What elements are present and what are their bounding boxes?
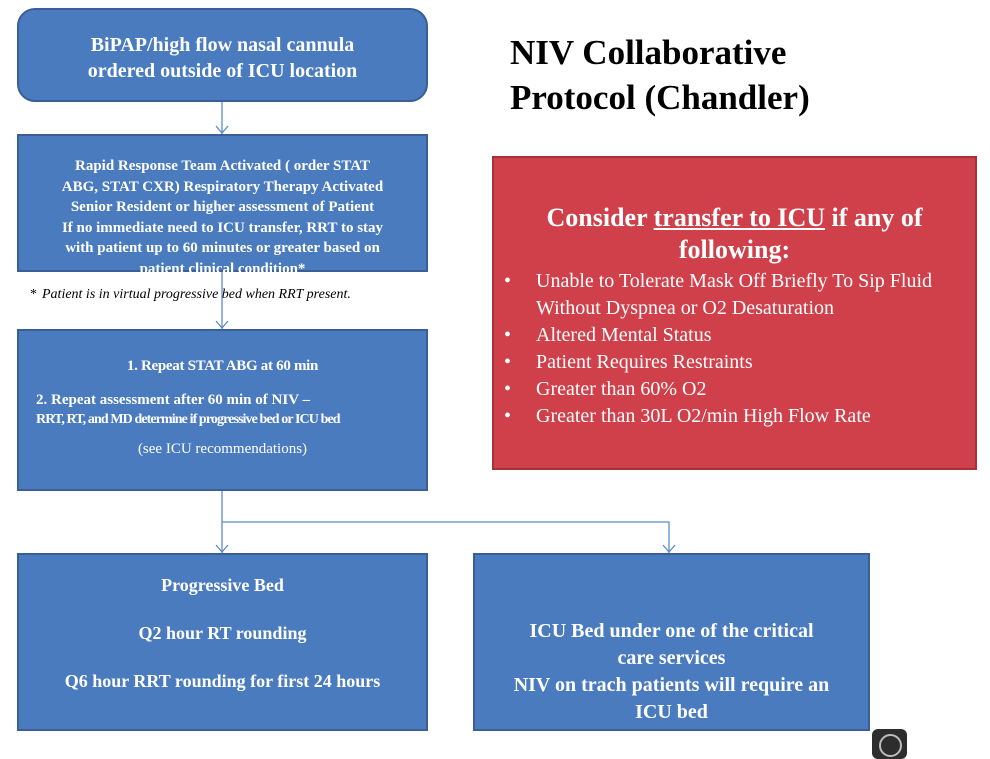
circle-icon [879, 734, 902, 757]
rrt-node [17, 134, 428, 277]
arrow-down-icon [663, 545, 675, 552]
reassess-step-2 [36, 391, 340, 429]
criteria-heading-post: if any of [825, 203, 923, 232]
reassess-step-1: 1. Repeat STAT ABG at 60 min [126, 358, 319, 374]
start-line-1: BiPAP/high flow nasal cannula [90, 34, 355, 56]
criteria-heading [494, 202, 975, 266]
progressive-line-1: Q2 hour RT rounding [138, 623, 307, 643]
connector-line [222, 522, 669, 553]
rrt-line: If no immediate need to ICU transfer, RRT to stay [61, 219, 384, 236]
progressive-line-2: Q6 hour RRT rounding for first 24 hours [64, 671, 381, 691]
footnote-marker: * [30, 287, 37, 302]
criteria-item: • Altered Mental Status [504, 322, 956, 349]
reassess-step-2-line-1: 2. Repeat assessment after 60 min of NIV – [36, 392, 310, 408]
footnote [30, 287, 351, 303]
icu-bed-node [473, 553, 870, 731]
rrt-line: Rapid Response Team Activated ( order STAT [74, 158, 371, 174]
reassess-node [17, 329, 428, 491]
criteria-heading-pre: Consider [546, 203, 654, 232]
footnote-text: Patient is in virtual progressive bed when RRT present. [42, 287, 351, 302]
criteria-list [504, 268, 956, 430]
arrow-down-icon [216, 545, 228, 552]
presenter-control-icon[interactable] [872, 729, 907, 759]
icu-line: care services [617, 647, 726, 669]
icu-line: NIV on trach patients will require an [513, 674, 830, 696]
criteria-item: • Greater than 60% O2 [504, 376, 956, 403]
rrt-line: patient clinical condition* [139, 260, 306, 277]
title-line-1: NIV Collaborative [510, 33, 787, 72]
rrt-line: ABG, STAT CXR) Respiratory Therapy Activated [61, 178, 384, 195]
progressive-bed-node [17, 553, 428, 731]
rrt-line: Senior Resident or higher assessment of Patient [70, 199, 375, 215]
start-line-2: ordered outside of ICU location [87, 60, 358, 82]
icu-transfer-criteria [492, 156, 977, 470]
icu-line: ICU bed [635, 701, 708, 723]
title-line-2: Protocol (Chandler) [510, 78, 810, 117]
page-title [510, 30, 810, 120]
icu-line: ICU Bed under one of the critical [529, 620, 814, 642]
criteria-item: • Patient Requires Restraints [504, 349, 956, 376]
reassess-step-2-line-2: RRT, RT, and MD determine if progressive bed or ICU bed [36, 412, 340, 427]
reassess-note: (see ICU recommendations) [137, 441, 308, 457]
criteria-item: • Unable to Tolerate Mask Off Briefly To Sip Fluid Without Dyspnea or O2 Desaturation [504, 268, 956, 322]
arrow-down-icon [216, 321, 228, 328]
progressive-title: Progressive Bed [161, 575, 284, 595]
start-node [17, 8, 428, 102]
arrow-down-icon [216, 126, 228, 133]
rrt-line: with patient up to 60 minutes or greater based on [65, 240, 380, 256]
criteria-heading-line-2: following: [678, 235, 791, 264]
criteria-heading-emphasis: transfer to ICU [653, 203, 826, 232]
criteria-item: • Greater than 30L O2/min High Flow Rate [504, 403, 956, 430]
